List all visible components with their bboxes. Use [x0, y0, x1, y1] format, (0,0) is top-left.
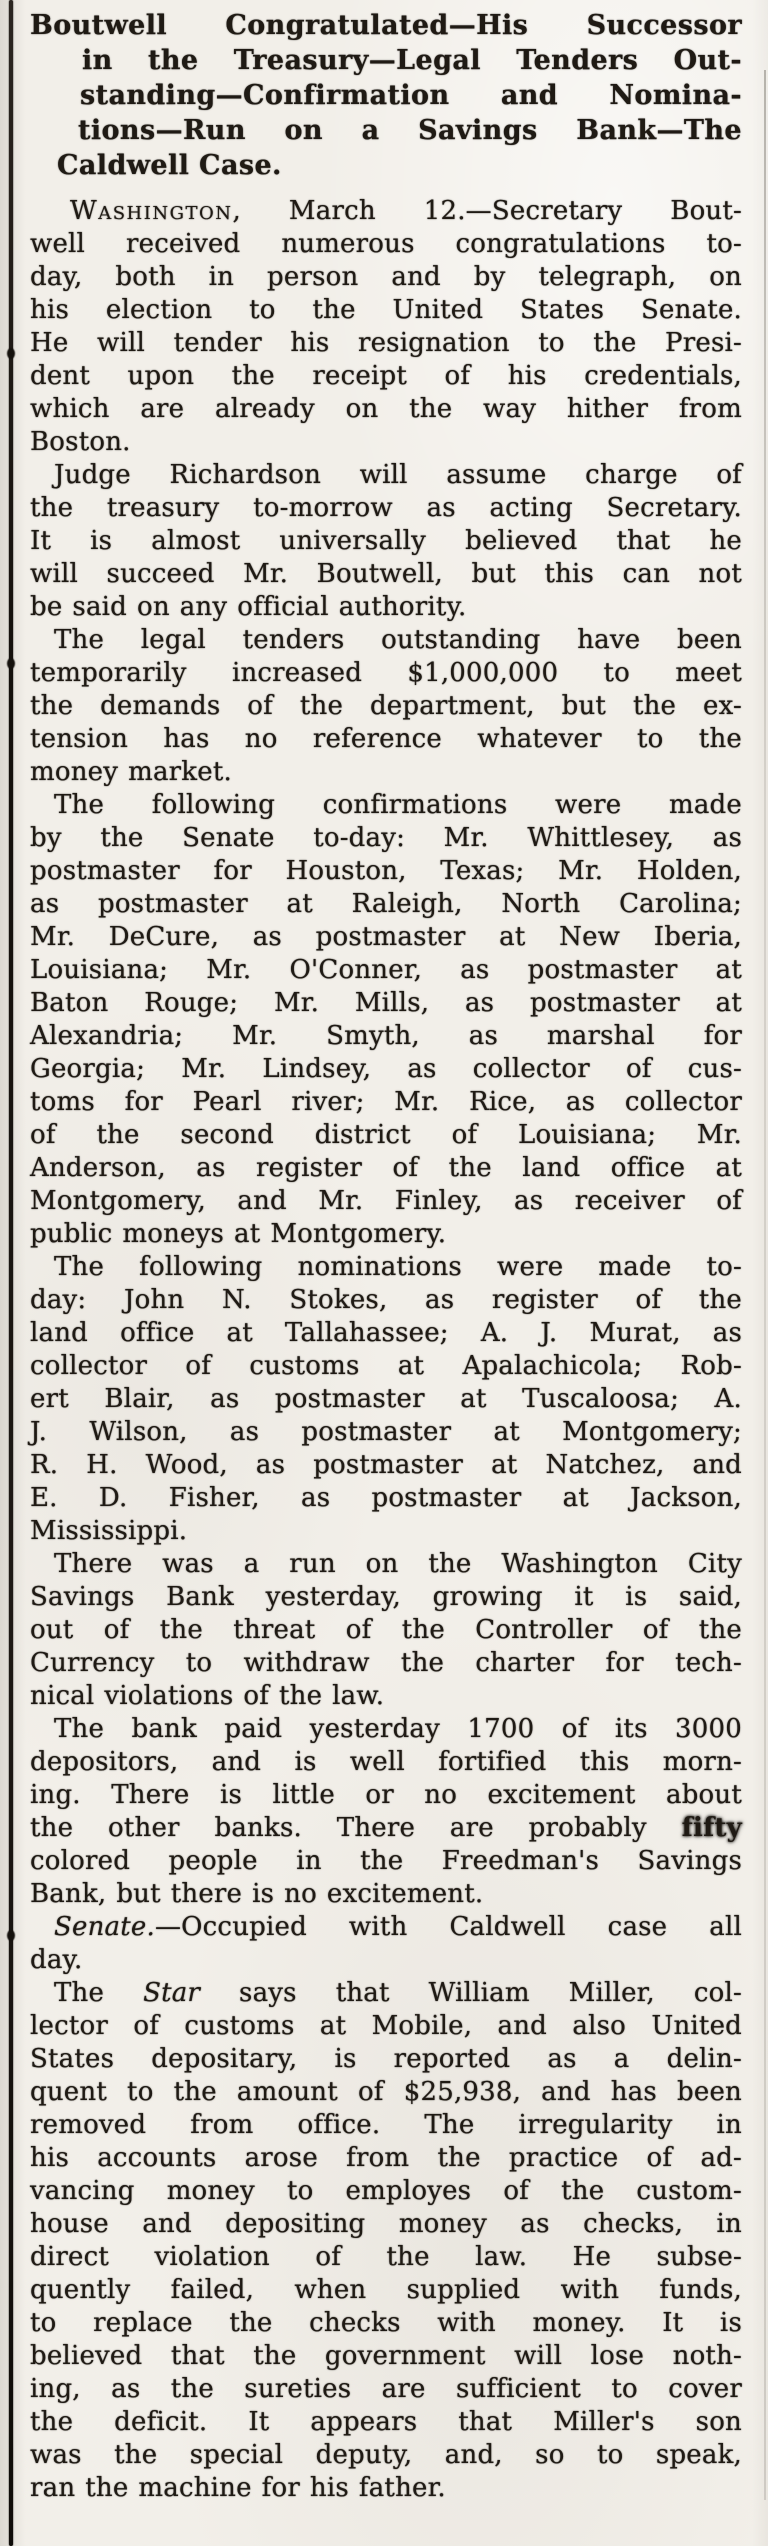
paragraph-legal-tenders: [30, 624, 742, 789]
headline-line: Boutwell Congratulated—His Successor: [30, 10, 742, 41]
text-line: collector of customs at Apalachicola; Rob-: [30, 1351, 742, 1381]
text-line: vancing money to employes of the custom-: [30, 2176, 742, 2206]
text-line: by the Senate to-day: Mr. Whittlesey, as: [30, 823, 742, 853]
text-line: postmaster for Houston, Texas; Mr. Holden,: [30, 856, 742, 886]
small-caps-text: Washington: [70, 196, 233, 226]
text-line: colored people in the Freedman's Savings: [30, 1846, 742, 1876]
text-line: ing, as the sureties are sufficient to cover: [30, 2374, 742, 2404]
text-line: Baton Rouge; Mr. Mills, as postmaster at: [30, 988, 742, 1018]
text-line: direct violation of the law. He subse-: [30, 2242, 742, 2272]
text-line: Bank, but there is no excitement.: [30, 1879, 484, 1909]
text-line: lector of customs at Mobile, and also United: [30, 2011, 742, 2041]
text-line: toms for Pearl river; Mr. Rice, as collector: [30, 1087, 742, 1117]
text-line: quent to the amount of $25,938, and has been: [30, 2077, 742, 2107]
text-line: The following confirmations were made: [54, 790, 742, 820]
italic-text: Star: [143, 1978, 201, 2008]
text-line: The legal tenders outstanding have been: [54, 625, 742, 655]
text-line: ert Blair, as postmaster at Tuscaloosa; A.: [30, 1384, 742, 1414]
text-line: out of the threat of the Controller of the: [30, 1615, 742, 1645]
text-line: Montgomery, and Mr. Finley, as receiver of: [30, 1186, 742, 1216]
paragraph-dateline: [30, 195, 742, 459]
text-line: day: John N. Stokes, as register of the: [30, 1285, 742, 1315]
text-line: States depositary, is reported as a delin-: [30, 2044, 742, 2074]
text-line: the other banks. There are probably fifty: [30, 1813, 742, 1843]
text-line: be said on any official authority.: [30, 592, 467, 622]
paragraph-savings-bank-run: [30, 1548, 742, 1713]
text-line: house and depositing money as checks, in: [30, 2209, 742, 2239]
text-line: land office at Tallahassee; A. J. Murat, as: [30, 1318, 742, 1348]
text-line: will succeed Mr. Boutwell, but this can not: [30, 559, 742, 589]
text-line: Georgia; Mr. Lindsey, as collector of cus-: [30, 1054, 742, 1084]
headline-line: Caldwell Case.: [57, 150, 282, 181]
text-line: depositors, and is well fortified this morn-: [30, 1747, 742, 1777]
paragraph-nominations: [30, 1251, 742, 1548]
text-line: It is almost universally believed that he: [30, 526, 742, 556]
text-line: was the special deputy, and, so to speak,: [30, 2440, 742, 2470]
article-headline: [30, 8, 742, 183]
text-line: nical violations of the law.: [30, 1681, 385, 1711]
text-line: to replace the checks with money. It is: [30, 2308, 742, 2338]
text-line: E. D. Fisher, as postmaster at Jackson,: [30, 1483, 742, 1513]
text-line: Mississippi.: [30, 1516, 188, 1546]
text-line: money market.: [30, 757, 232, 787]
paragraph-bank-payments: [30, 1713, 742, 1911]
text-line: Boston.: [30, 427, 131, 457]
text-line: He will tender his resignation to the Presi-: [30, 328, 742, 358]
paragraph-richardson: [30, 459, 742, 624]
text-line: dent upon the receipt of his credentials,: [30, 361, 742, 391]
text-line: There was a run on the Washington City: [54, 1549, 742, 1579]
text-line: the treasury to-morrow as acting Secretary.: [30, 493, 742, 523]
text-line: Louisiana; Mr. O'Conner, as postmaster at: [30, 955, 742, 985]
text-line: ran the machine for his father.: [30, 2473, 446, 2503]
text-line: quently failed, when supplied with funds,: [30, 2275, 742, 2305]
ink-smudged-text: fifty: [681, 1813, 742, 1843]
paragraph-senate-caldwell: [30, 1911, 742, 1977]
text-line: Washington, March 12.—Secretary Bout-: [70, 196, 742, 226]
text-line: the deficit. It appears that Miller's son: [30, 2407, 742, 2437]
paragraph-confirmations: [30, 789, 742, 1251]
text-line: Judge Richardson will assume charge of: [54, 460, 742, 490]
text-line: of the second district of Louisiana; Mr.: [30, 1120, 742, 1150]
text-line: which are already on the way hither from: [30, 394, 742, 424]
text-line: the demands of the department, but the ex-: [30, 691, 742, 721]
text-line: temporarily increased $1,000,000 to meet: [30, 658, 742, 688]
text-line: J. Wilson, as postmaster at Montgomery;: [30, 1417, 742, 1447]
text-line: ing. There is little or no excitement about: [30, 1780, 742, 1810]
text-line: Alexandria; Mr. Smyth, as marshal for: [30, 1021, 742, 1051]
text-line: day, both in person and by telegraph, on: [30, 262, 742, 292]
text-line: Senate.—Occupied with Caldwell case all: [54, 1912, 742, 1942]
text-line: The following nominations were made to-: [54, 1252, 742, 1282]
text-line: believed that the government will lose noth-: [30, 2341, 742, 2371]
text-line: tension has no reference whatever to the: [30, 724, 742, 754]
text-line: Savings Bank yesterday, growing it is said,: [30, 1582, 742, 1612]
text-line: as postmaster at Raleigh, North Carolina;: [30, 889, 742, 919]
paragraph-miller-delinquency: [30, 1977, 742, 2505]
text-line: his accounts arose from the practice of ad-: [30, 2143, 742, 2173]
text-line: day.: [30, 1945, 83, 1975]
text-line: R. H. Wood, as postmaster at Natchez, and: [30, 1450, 742, 1480]
text-line: removed from office. The irregularity in: [30, 2110, 742, 2140]
headline-line: tions—Run on a Savings Bank—The: [78, 115, 742, 146]
text-line: Currency to withdraw the charter for tech-: [30, 1648, 742, 1678]
text-line: Anderson, as register of the land office at: [30, 1153, 742, 1183]
text-line: public moneys at Montgomery.: [30, 1219, 447, 1249]
text-line: The bank paid yesterday 1700 of its 3000: [54, 1714, 742, 1744]
text-line: well received numerous congratulations to-: [30, 229, 742, 259]
text-line: Mr. DeCure, as postmaster at New Iberia,: [30, 922, 742, 952]
italic-text: Senate.: [54, 1912, 155, 1942]
headline-line: in the Treasury—Legal Tenders Out-: [82, 45, 742, 76]
text-line: The Star says that William Miller, col-: [54, 1978, 742, 2008]
text-line: his election to the United States Senate.: [30, 295, 742, 325]
headline-line: standing—Confirmation and Nomina-: [80, 80, 742, 111]
